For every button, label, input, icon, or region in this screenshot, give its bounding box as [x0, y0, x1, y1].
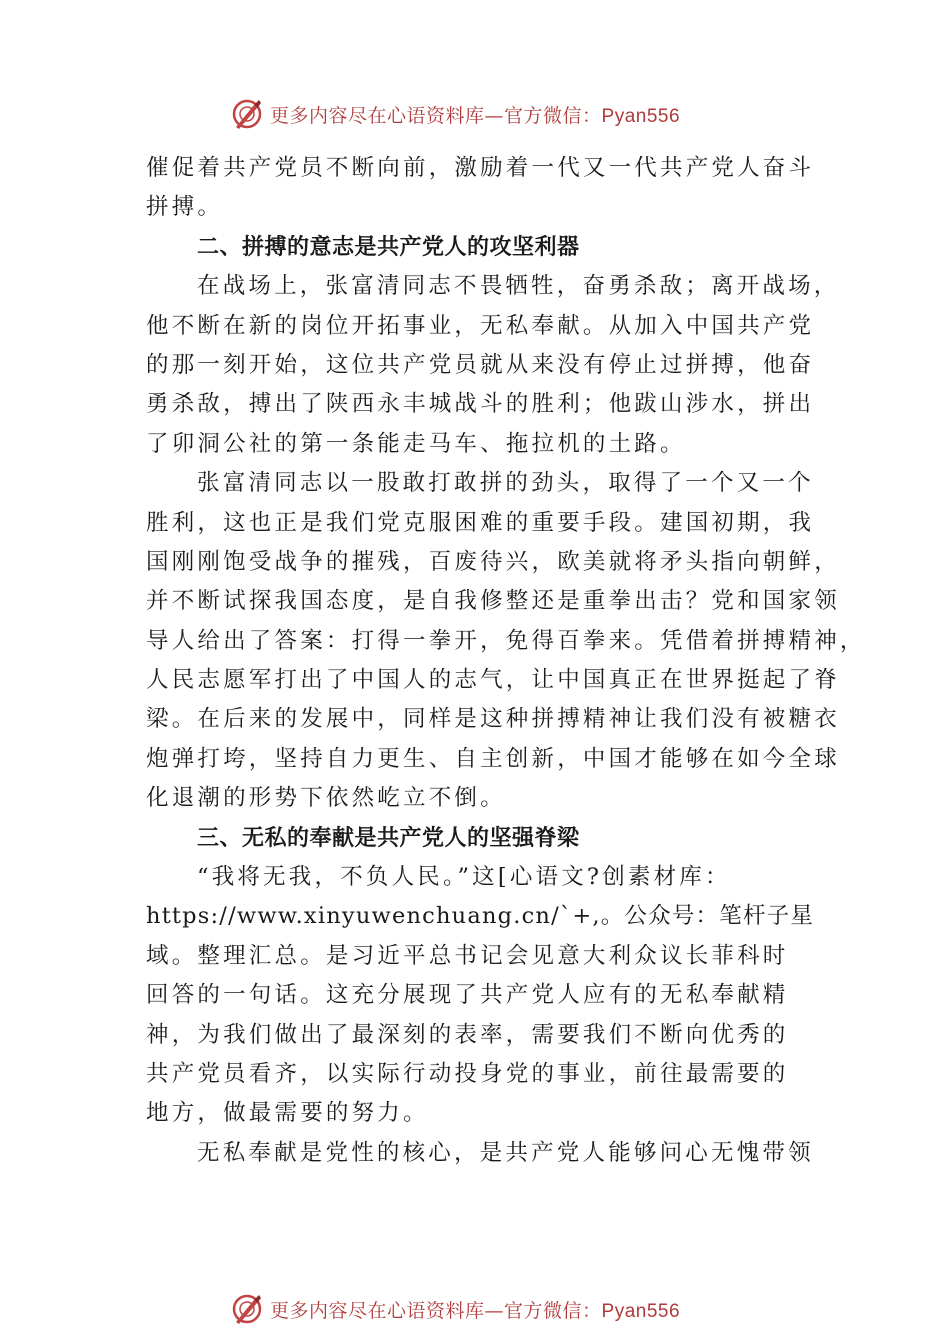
paragraph-line: https://www.xinyuwenchuang.cn/`+,。公众号：笔杆子星 [146, 903, 815, 930]
paragraph-line: 回答的一句话。这充分展现了共产党人应有的无私奉献精 [146, 982, 789, 1009]
paragraph-line: 并不断试探我国态度，是自我修整还是重拳出击？党和国家领 [146, 588, 840, 615]
header-banner [230, 97, 680, 131]
paragraph-line: 张富清同志以一股敢打敢拼的劲头，取得了一个又一个 [197, 470, 814, 497]
wechat-id: Pyan556 [601, 105, 681, 127]
footer-banner [230, 1292, 680, 1326]
paragraph-line: 梁。在后来的发展中，同样是这种拼搏精神让我们没有被糖衣 [146, 706, 840, 733]
paragraph-line: 化退潮的形势下依然屹立不倒。 [146, 785, 506, 812]
paragraph-line: 胜利，这也正是我们党克服困难的重要手段。建国初期，我 [146, 509, 815, 536]
paragraph-line: 共产党员看齐，以实际行动投身党的事业，前往最需要的 [146, 1060, 789, 1087]
paragraph-line: 域。整理汇总。是习近平总书记会见意大利众议长菲科时 [146, 942, 789, 969]
paragraph-line: 催促着共产党员不断向前，激励着一代又一代共产党人奋斗 [146, 155, 815, 181]
paragraph-line: 了卯洞公社的第一条能走马车、拖拉机的土路。 [146, 430, 686, 457]
section-heading-3: 三、无私的奉献是共产党人的坚强脊梁 [197, 825, 580, 851]
pen-logo-icon [230, 1292, 264, 1326]
paragraph-line: 勇杀敌，搏出了陕西永丰城战斗的胜利；他跋山涉水，拼出 [146, 391, 815, 418]
paragraph-line: 国刚刚饱受战争的摧残，百废待兴，欧美就将矛头指向朝鲜， [146, 548, 840, 575]
paragraph-line: 导人给出了答案：打得一拳开，免得百拳来。凭借着拼搏精神， [146, 627, 866, 654]
paragraph-line: 拼搏。 [146, 194, 224, 221]
paragraph-line: 他不断在新的岗位开拓事业，无私奉献。从加入中国共产党 [146, 312, 815, 339]
banner-text: 更多内容尽在心语资料库—官方微信：Pyan556 [270, 1299, 681, 1322]
paragraph-line: “我将无我，不负人民。”这[心语文?创素材库： [197, 864, 731, 891]
banner-text: 更多内容尽在心语资料库—官方微信：Pyan556 [270, 104, 681, 127]
paragraph-line: 无私奉献是党性的核心，是共产党人能够问心无愧带领 [197, 1139, 814, 1166]
paragraph-line: 在战场上，张富清同志不畏牺牲，奋勇杀敌；离开战场， [197, 273, 840, 300]
pen-logo-icon [230, 97, 264, 131]
wechat-id: Pyan556 [601, 1300, 681, 1322]
paragraph-line: 地方，做最需要的努力。 [146, 1100, 429, 1127]
paragraph-line: 人民志愿军打出了中国人的志气，让中国真正在世界挺起了脊 [146, 667, 840, 694]
document-body [146, 149, 866, 1173]
paragraph-line: 的那一刻开始，这位共产党员就从来没有停止过拼搏，他奋 [146, 351, 815, 378]
paragraph-line: 神，为我们做出了最深刻的表率，需要我们不断向优秀的 [146, 1021, 789, 1048]
section-heading-2: 二、拼搏的意志是共产党人的攻坚利器 [197, 234, 580, 260]
paragraph-line: 炮弹打垮，坚持自力更生、自主创新，中国才能够在如今全球 [146, 745, 840, 772]
